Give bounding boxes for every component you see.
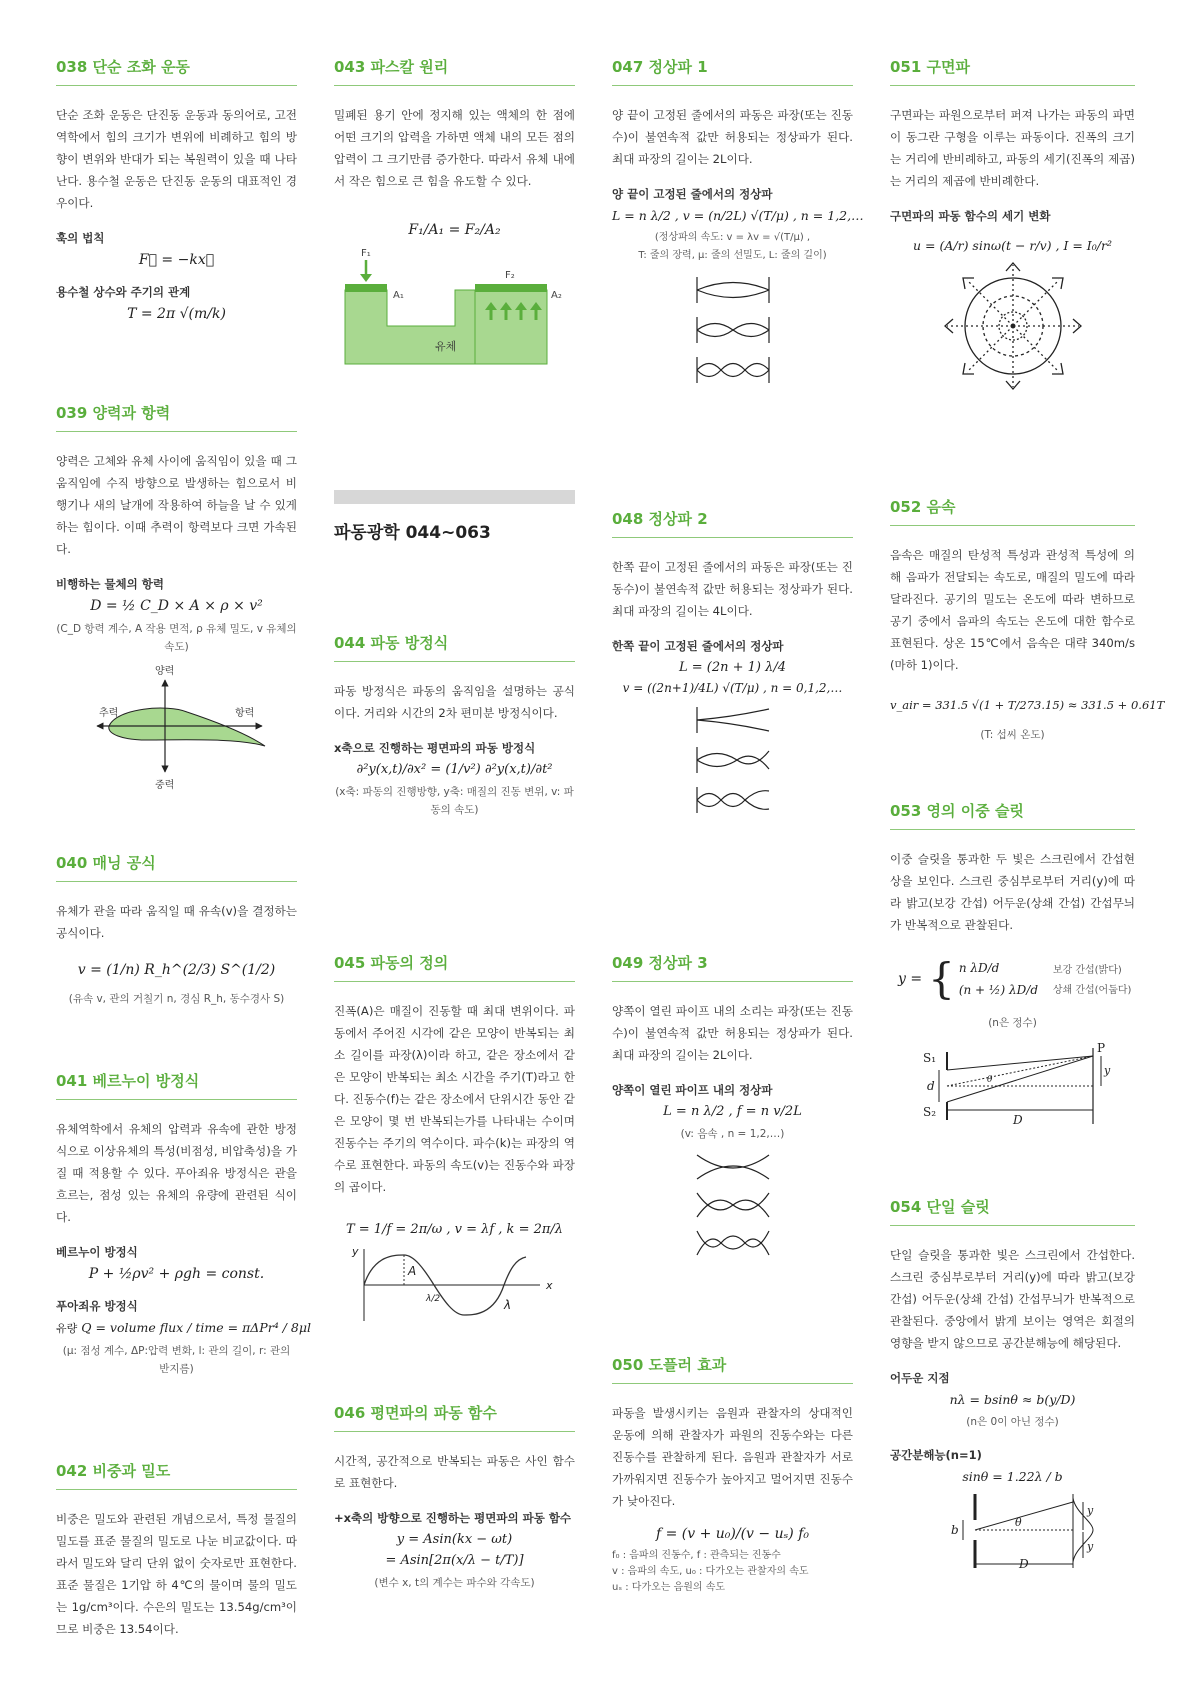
formula-note: f₀ : 음파의 진동수, f : 관측되는 진동수 (612, 1550, 781, 1561)
section-043 (334, 56, 575, 376)
formula-note: (μ: 점성 계수, ΔP:압력 변화, l: 관의 길이, r: 관의 반지름) (62, 1345, 291, 1375)
section-title: 045 파동의 정의 (334, 952, 575, 982)
section-title: 050 도플러 효과 (612, 1354, 853, 1384)
section-048 (612, 508, 853, 823)
section-body: 단일 슬릿을 통과한 빛은 스크린에서 간섭한다. 스크린 중심부로부터 거리(y)에 따라 밝고(보강 간섭) 어두운(상쇄 간섭) 간섭무늬가 반복적으로 관찰된다. 중앙에서 밝게 보이는 영역은 회절의 영향을 받지 않으므로 공간분해능에 해당된다. (890, 1248, 1135, 1350)
subheading: 비행하는 물체의 항력 (56, 577, 164, 591)
a2-label: A₂ (550, 290, 562, 301)
formula: v = (1/n) R_h^(2/3) S^(1/2) (77, 962, 276, 978)
weight-label: 중력 (154, 780, 174, 791)
y-label-bottom: y (1086, 1540, 1093, 1553)
formula-brace: { (928, 954, 955, 1003)
section-title: 038 단순 조화 운동 (56, 56, 297, 86)
formula: P + ½ρv² + ρgh = const. (88, 1266, 265, 1282)
subheading: 용수철 상수와 주기의 관계 (56, 285, 191, 299)
formula: F⃗ = −kx⃗ (138, 252, 215, 268)
piston-large (475, 284, 547, 292)
section-049 (612, 952, 853, 1259)
d-distance-label: D (1012, 1113, 1023, 1127)
section-title: 041 베르누이 방정식 (56, 1070, 297, 1100)
section-title: 053 영의 이중 슬릿 (890, 800, 1135, 830)
formula-note: (C_D 항력 계수, A 작용 면적, ρ 유체 밀도, v 유체의 속도) (56, 623, 297, 653)
section-title: 049 정상파 3 (612, 952, 853, 982)
part-divider-bar (334, 490, 575, 504)
formula: L = n λ/2 , f = n v/2L (663, 1104, 802, 1119)
flow-label: 유량 (56, 1322, 78, 1335)
poiseuille-formula: Q = volume flux / time = πΔPr⁴ / 8μl (81, 1320, 311, 1335)
spherical-wave-diagram (943, 261, 1083, 391)
section-body: 양력은 고체와 유체 사이에 움직임이 있을 때 그 움직임에 수직 방향으로 발생하는 힘으로서 비행기나 새의 날개에 작용하여 하늘을 날 수 있게 하는 힘이다. 이때 추력이 항력보다 크면 가속된다. (56, 454, 297, 556)
section-047 (612, 56, 864, 393)
a1-label: A₁ (392, 290, 404, 301)
section-body: 진폭(A)은 매질이 진동할 때 최대 변위이다. 파동에서 주어진 시각에 같은 모양이 반복되는 최소 길이를 파장(λ)이라 하고, 같은 장소에서 같은 모양이 반복되는 최소 시간을 주기(T)라고 한다. 진동수(f)는 같은 장소에서 단위시간 동안 같은 모양이 몇 번 반복되는가를 나타내는 수이며 진동수는 주기의 역수이다. 파수(k)는 파장의 역수로 표현한다. 파동의 속도(v)는 진동수와 파장의 곱이다. (334, 1004, 575, 1194)
standing-wave-fixed-diagram (693, 273, 773, 393)
theta-label: θ (986, 1075, 992, 1085)
dark-label: 상쇄 간섭(어둡다) (1052, 984, 1132, 996)
section-042 (56, 1460, 297, 1640)
standing-wave-one-end-diagram (693, 703, 773, 823)
section-body: 구면파는 파원으로부터 퍼져 나가는 파동의 파면이 동그란 구형을 이루는 파동이다. 진폭의 크기는 거리에 반비례하고, 파동의 세기(진폭의 제곱)는 거리의 제곱에 반비례한다. (890, 108, 1135, 188)
drag-label: 항력 (234, 708, 254, 719)
section-title: 047 정상파 1 (612, 56, 853, 86)
f2-label: F₂ (504, 270, 515, 281)
formula: = Asin[2π(x/λ − t/T)] (385, 1553, 524, 1568)
formula-note: (정상파의 속도: v = λv = √(T/μ) , (654, 232, 811, 243)
section-title: 039 양력과 항력 (56, 402, 297, 432)
x-label: x (545, 1279, 553, 1292)
formula-note: (유속 v, 관의 거칠기 n, 경심 R_h, 동수경사 S) (68, 993, 285, 1005)
y-label: y (351, 1245, 359, 1258)
section-body: 단순 조화 운동은 단진동 운동과 동의어로, 고전역학에서 힘의 크기가 변위에 비례하고 힘의 방향이 변위와 반대가 되는 복원력이 있을 때 나타난다. 용수철 운동은 단진동 운동의 대표적인 경우이다. (56, 108, 297, 210)
section-body: 이중 슬릿을 통과한 두 빛은 스크린에서 간섭현상을 보인다. 스크린 중심부로부터 거리(y)에 따라 밝고(보강 간섭) 어두운(상쇄 간섭) 간섭무늬가 반복적으로 관찰된다. (890, 852, 1135, 932)
subheading: 어두운 지점 (890, 1371, 950, 1385)
bright-formula: n λD/d (958, 961, 1000, 975)
formula: D = ½ C_D × A × ρ × v² (90, 598, 263, 614)
section-title: 042 비중과 밀도 (56, 1460, 297, 1490)
section-038 (56, 56, 297, 328)
piston-small (345, 284, 387, 292)
subheading: 한쪽 끝이 고정된 줄에서의 정상파 (612, 639, 784, 653)
section-body: 양쪽이 열린 파이프 내의 소리는 파장(또는 진동수)이 불연속적 값만 허용되는 정상파가 된다. 최대 파장의 길이는 2L이다. (612, 1004, 853, 1062)
section-054 (890, 1196, 1135, 1570)
section-046 (334, 1402, 575, 1596)
formula-cases (959, 959, 1132, 999)
bright-label: 보강 간섭(밝다) (1052, 964, 1122, 976)
d-distance-label: D (1018, 1557, 1029, 1570)
formula: nλ = bsinθ ≈ b(y/D) (949, 1392, 1076, 1407)
formula: sinθ = 1.22λ / b (962, 1469, 1063, 1484)
formula-y: y = (898, 971, 923, 987)
formula: y = Asin(kx − ωt) (396, 1532, 513, 1547)
formula-note: (x축: 파동의 진행방향, y축: 매질의 진동 변위, v: 파동의 속도) (335, 786, 574, 816)
section-050 (612, 1354, 853, 1600)
formula-note: (n은 정수) (988, 1017, 1037, 1029)
s1-label: S₁ (922, 1051, 936, 1065)
formula: T = 1/f = 2π/ω , v = λf , k = 2π/λ (345, 1222, 564, 1237)
arrow-head (360, 274, 372, 282)
section-040 (56, 852, 297, 1012)
section-title: 054 단일 슬릿 (890, 1196, 1135, 1226)
section-body: 유체역학에서 유체의 압력과 유속에 관한 방정식으로 이상유체의 특성(비점성, 비압축성)을 가질 때 적용할 수 있다. 푸아죄유 방정식은 관을 흐르는, 점성 있는 유체의 유량에 관련된 식이다. (56, 1122, 297, 1224)
section-title: 051 구면파 (890, 56, 1135, 86)
formula: ∂²y(x,t)/∂x² = (1/v²) ∂²y(x,t)/∂t² (356, 762, 553, 777)
sine-wave-diagram (350, 1245, 560, 1325)
formula-note: (n은 0이 아닌 정수) (966, 1416, 1059, 1428)
airfoil-diagram (77, 664, 277, 794)
formula: T = 2π √(m/k) (127, 306, 226, 322)
single-slit-diagram (923, 1492, 1103, 1570)
formula: v_air = 331.5 √(1 + T/273.15) ≈ 331.5 + 0.61T (890, 698, 1165, 712)
formula-note: T: 줄의 장력, μ: 줄의 선밀도, L: 줄의 길이) (638, 250, 827, 261)
standing-wave-open-pipe-diagram (693, 1151, 773, 1259)
section-title: 046 평면파의 파동 함수 (334, 1402, 575, 1432)
dark-formula: (n + ½) λD/d (958, 983, 1038, 997)
section-body: 한쪽 끝이 고정된 줄에서의 파동은 파장(또는 진동수)이 불연속적 값만 허용되는 정상파가 된다. 최대 파장의 길이는 4L이다. (612, 560, 853, 618)
section-title: 052 음속 (890, 496, 1135, 526)
fluid-right (475, 290, 547, 364)
section-051 (890, 56, 1135, 391)
subheading: 구면파의 파동 함수의 세기 변화 (890, 209, 1051, 223)
b-label: b (950, 1523, 959, 1537)
subheading: 공간분해능(n=1) (890, 1448, 982, 1462)
section-body: 유체가 관을 따라 움직일 때 유속(v)을 결정하는 공식이다. (56, 904, 297, 940)
section-039 (56, 402, 297, 794)
formula: u = (A/r) sinω(t − r/v) , I = I₀/r² (913, 238, 1112, 253)
section-body: 파동을 발생시키는 음원과 관찰자의 상대적인 운동에 의해 관찰자가 파원의 진동수와는 다른 진동수를 관찰하게 된다. 음원과 관찰자가 서로 가까워지면 진동수가 높아지고 멀어지면 진동수가 낮아진다. (612, 1406, 853, 1508)
f1-label: F₁ (360, 248, 371, 259)
section-body: 밀폐된 용기 안에 정지해 있는 액체의 한 점에 어떤 크기의 압력을 가하면 액체 내의 모든 점의 압력이 그 크기만큼 증가한다. 따라서 유체 내에서 작은 힘으로 큰 힘을 유도할 수 있다. (334, 108, 575, 188)
section-body: 음속은 매질의 탄성적 특성과 관성적 특성에 의해 음파가 전달되는 속도로, 매질의 밀도에 따라 달라진다. 공기의 밀도는 온도에 따라 변하므로 공기 중에서 음파의 속도는 온도에 대한 함수로 표현된다. 상온 15℃에서 음속은 대략 340m/s (마하 1)이다. (890, 548, 1135, 672)
subheading: 훅의 법칙 (56, 231, 105, 245)
formula: L = (2n + 1) λ/4 (678, 660, 787, 675)
formula-note: v : 음파의 속도, u₀ : 다가오는 관찰자의 속도 (612, 1566, 809, 1577)
subheading: 베르누이 방정식 (56, 1245, 138, 1259)
lift-label: 양력 (154, 666, 174, 677)
formula-note: (변수 x, t의 계수는 파수와 각속도) (374, 1577, 535, 1589)
section-044 (334, 632, 575, 823)
section-title: 044 파동 방정식 (334, 632, 575, 662)
formula-note: (v: 음속 , n = 1,2,…) (680, 1128, 785, 1140)
formula: F₁/A₁ = F₂/A₂ (408, 222, 501, 238)
subheading: 양 끝이 고정된 줄에서의 정상파 (612, 187, 773, 201)
formula-note: uₛ : 다가오는 음원의 속도 (612, 1582, 726, 1593)
p-label: P (1096, 1041, 1105, 1055)
section-053 (890, 800, 1135, 1130)
part-title: 파동광학 044~063 (334, 523, 491, 543)
formula: f = (v + u₀)/(v − uₛ) f₀ (655, 1526, 810, 1542)
section-title: 043 파스칼 원리 (334, 56, 575, 86)
lambda-label: λ (503, 1298, 511, 1312)
section-041 (56, 1070, 311, 1382)
subheading: 푸아죄유 방정식 (56, 1299, 138, 1313)
section-body: 비중은 밀도와 관련된 개념으로서, 특정 물질의 밀도를 표준 물질의 밀도로 나눈 비교값이다. 따라서 밀도와 달리 단위 없이 숫자로만 표현한다. 표준 물질은 1기압 하 4℃의 물이며 물의 밀도는 1g/cm³이다. 수은의 밀도는 13.54g/cm³이므로 비중은 13.54이다. (56, 1512, 297, 1636)
theta-label: θ (1014, 1516, 1022, 1529)
half-lambda-label: λ/2 (425, 1294, 440, 1304)
thrust-label: 추력 (98, 708, 118, 719)
y-label-top: y (1086, 1504, 1093, 1517)
section-body: 양 끝이 고정된 줄에서의 파동은 파장(또는 진동수)이 불연속적 값만 허용되는 정상파가 된다. 최대 파장의 길이는 2L이다. (612, 108, 853, 166)
section-body: 파동 방정식은 파동의 움직임을 설명하는 공식이다. 거리와 시간의 2차 편미분 방정식이다. (334, 684, 575, 720)
double-slit-diagram (913, 1040, 1113, 1130)
section-title: 040 매닝 공식 (56, 852, 297, 882)
formula-note: (T: 섭씨 온도) (980, 729, 1045, 741)
pascal-diagram (335, 246, 575, 376)
amplitude-label: A (407, 1264, 416, 1278)
double-slit-formula (890, 954, 1135, 1003)
section-052 (890, 496, 1165, 748)
subheading: x축으로 진행하는 평면파의 파동 방정식 (334, 741, 536, 755)
d-label: d (926, 1079, 935, 1093)
fluid-label: 유체 (434, 340, 456, 353)
subheading: +x축의 방향으로 진행하는 평면파의 파동 함수 (334, 1511, 572, 1525)
subheading: 양쪽이 열린 파이프 내의 정상파 (612, 1083, 773, 1097)
s2-label: S₂ (922, 1105, 936, 1119)
section-045 (334, 952, 575, 1325)
formula: v = ((2n+1)/4L) √(T/μ) , n = 0,1,2,… (622, 681, 843, 695)
section-title: 048 정상파 2 (612, 508, 853, 538)
formula (56, 1320, 311, 1336)
y-label: y (1103, 1064, 1110, 1077)
formula: L = n λ/2 , v = (n/2L) √(T/μ) , n = 1,2,… (612, 208, 864, 223)
section-body: 시간적, 공간적으로 반복되는 파동은 사인 함수로 표현한다. (334, 1454, 575, 1490)
